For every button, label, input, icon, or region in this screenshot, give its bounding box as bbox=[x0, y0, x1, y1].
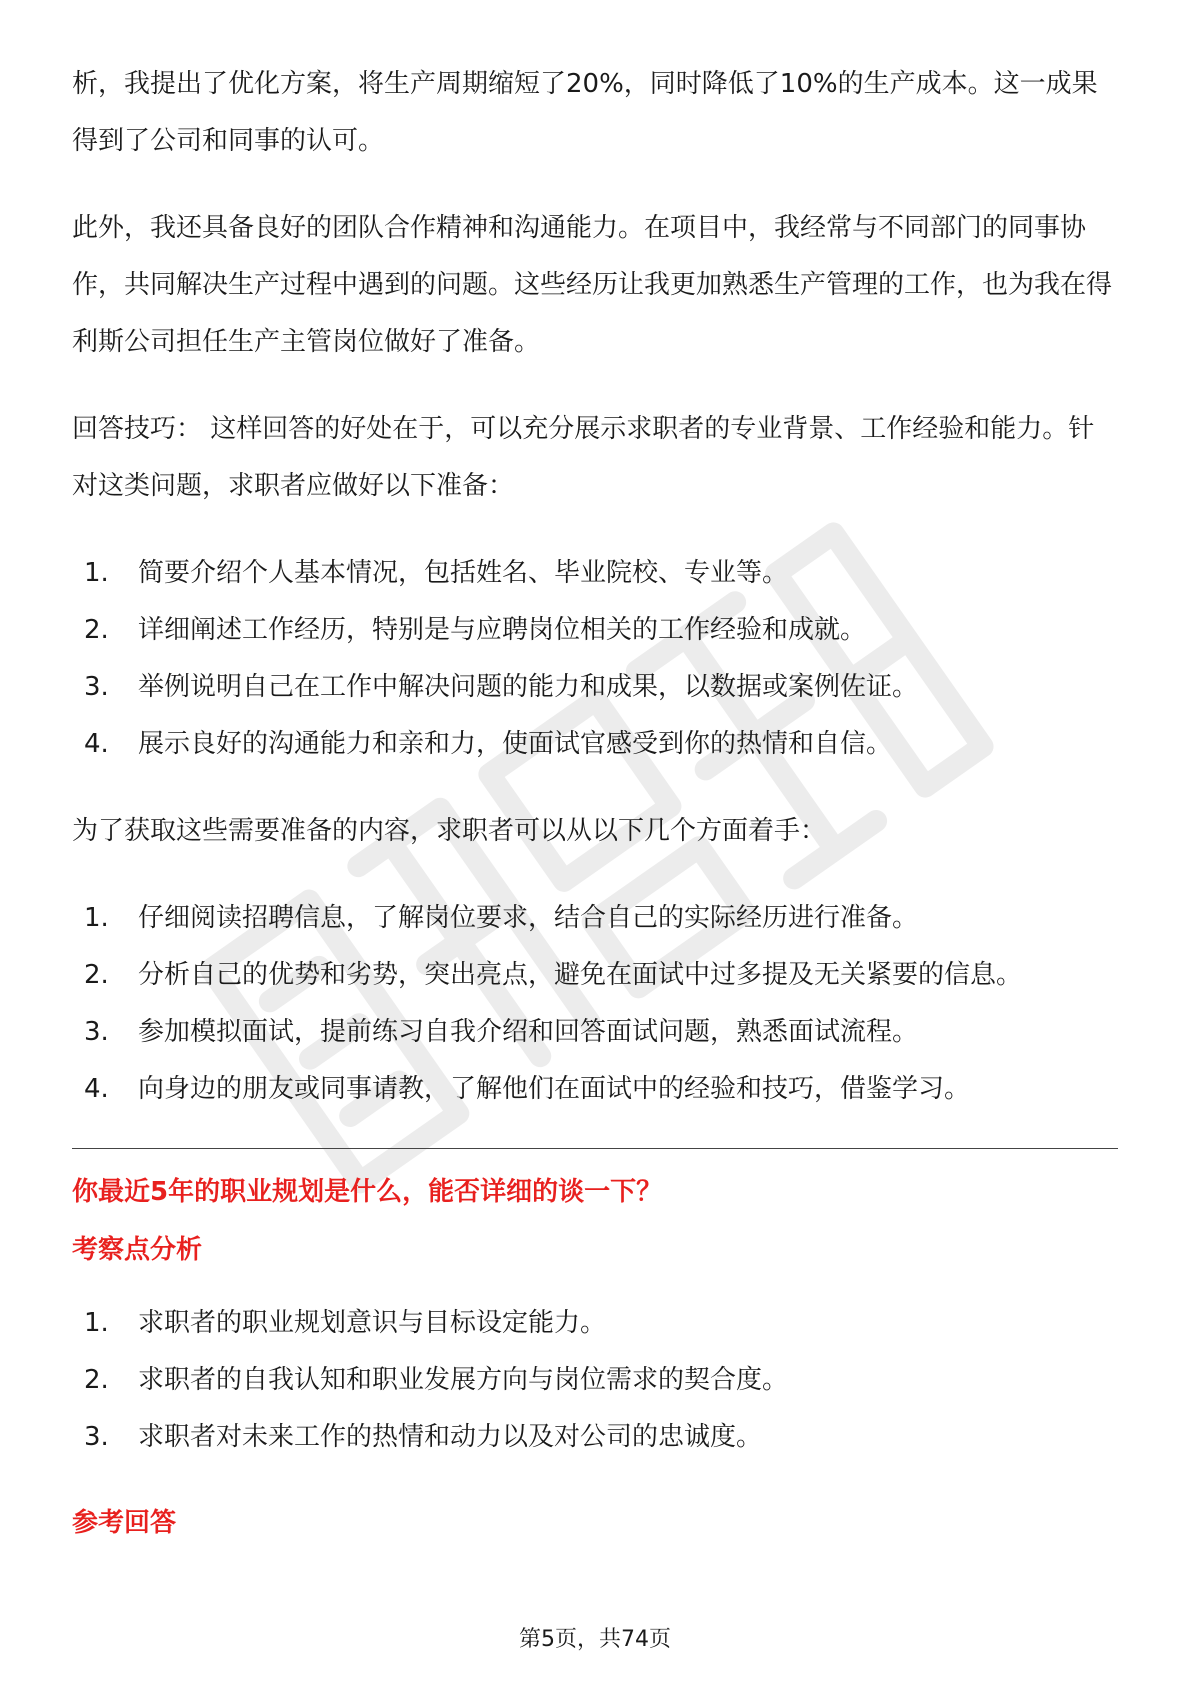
paragraph-answer-tips: 回答技巧： 这样回答的好处在于，可以充分展示求职者的专业背景、工作经验和能力。针对这类问题，求职者应做好以下准备： bbox=[72, 414, 1095, 501]
list-text: 展示良好的沟通能力和亲和力，使面试官感受到你的热情和自信。 bbox=[138, 729, 893, 759]
list-text: 参加模拟面试，提前练习自我介绍和回答面试问题，熟悉面试流程。 bbox=[138, 1017, 919, 1047]
section-divider bbox=[72, 1148, 1118, 1149]
list-text: 简要介绍个人基本情况，包括姓名、毕业院校、专业等。 bbox=[138, 558, 789, 588]
paragraph-how-to-prepare: 为了获取这些需要准备的内容，求职者可以从以下几个方面着手： bbox=[72, 816, 827, 846]
list-text: 详细阐述工作经历，特别是与应聘岗位相关的工作经验和成就。 bbox=[138, 615, 867, 645]
list-number: 4. bbox=[84, 1074, 109, 1104]
list-item bbox=[72, 947, 1118, 1004]
list-number: 3. bbox=[84, 1017, 109, 1047]
answer-heading: 参考回答 bbox=[72, 1508, 177, 1538]
list-text: 举例说明自己在工作中解决问题的能力和成果，以数据或案例佐证。 bbox=[138, 672, 919, 702]
paragraph-result: 析，我提出了优化方案，将生产周期缩短了20%，同时降低了10%的生产成本。这一成果得到了公司和同事的认可。 bbox=[72, 69, 1098, 156]
page-footer: 第5页，共74页 bbox=[519, 1627, 671, 1652]
list-number: 2. bbox=[84, 1365, 109, 1395]
list-number: 3. bbox=[84, 672, 109, 702]
list-number: 3. bbox=[84, 1422, 109, 1452]
list-item bbox=[72, 1409, 1118, 1466]
list-text: 求职者对未来工作的热情和动力以及对公司的忠诚度。 bbox=[138, 1422, 763, 1452]
list-number: 1. bbox=[84, 1308, 109, 1338]
analysis-list bbox=[72, 1295, 1118, 1466]
list-number: 2. bbox=[84, 960, 109, 990]
list-item bbox=[72, 545, 1118, 602]
analysis-heading: 考察点分析 bbox=[72, 1235, 203, 1265]
list-item bbox=[72, 1295, 1118, 1352]
question-heading: 你最近5年的职业规划是什么，能否详细的谈一下？ bbox=[72, 1177, 663, 1207]
list-number: 2. bbox=[84, 615, 109, 645]
list-number: 4. bbox=[84, 729, 109, 759]
list-item bbox=[72, 1352, 1118, 1409]
document-page bbox=[72, 56, 1118, 1550]
list-item bbox=[72, 602, 1118, 659]
list-text: 求职者的职业规划意识与目标设定能力。 bbox=[138, 1308, 607, 1338]
list-text: 向身边的朋友或同事请教，了解他们在面试中的经验和技巧，借鉴学习。 bbox=[138, 1074, 971, 1104]
list-number: 1. bbox=[84, 903, 109, 933]
list-item bbox=[72, 659, 1118, 716]
list-number: 1. bbox=[84, 558, 109, 588]
list-item bbox=[72, 890, 1118, 947]
paragraph-teamwork: 此外，我还具备良好的团队合作精神和沟通能力。在项目中，我经常与不同部门的同事协作，共同解决生产过程中遇到的问题。这些经历让我更加熟悉生产管理的工作，也为我在得利斯公司担任生产主管岗位做好了准备。 bbox=[72, 213, 1113, 357]
list-text: 仔细阅读招聘信息，了解岗位要求，结合自己的实际经历进行准备。 bbox=[138, 903, 919, 933]
list-text: 求职者的自我认知和职业发展方向与岗位需求的契合度。 bbox=[138, 1365, 789, 1395]
method-list bbox=[72, 890, 1118, 1118]
list-text: 分析自己的优势和劣势，突出亮点，避免在面试中过多提及无关紧要的信息。 bbox=[138, 960, 1023, 990]
list-item bbox=[72, 1061, 1118, 1118]
list-item bbox=[72, 716, 1118, 773]
list-item bbox=[72, 1004, 1118, 1061]
prep-list bbox=[72, 545, 1118, 773]
